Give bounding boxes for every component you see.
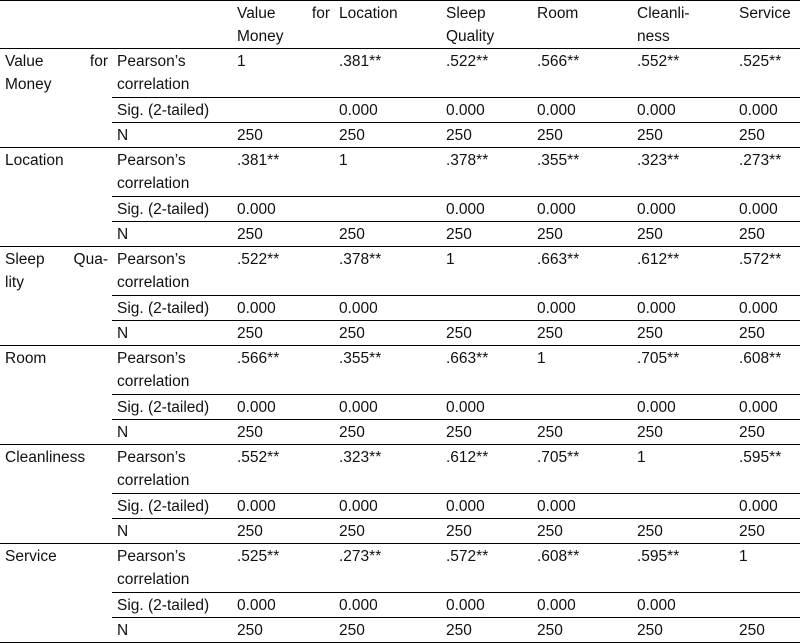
table-row [0, 618, 800, 643]
sig-cell [532, 395, 632, 420]
pearson-cell: .525** [739, 53, 782, 70]
pearson-cell: .566** [537, 53, 580, 70]
pearson-cell: .323** [637, 152, 680, 169]
table-row [0, 49, 800, 98]
pearson-cell: .355** [537, 152, 580, 169]
stat-label-pearson [112, 346, 232, 395]
pearson-cell: .355** [339, 350, 382, 367]
sig-cell: 0.000 [334, 494, 441, 519]
table-row [0, 98, 800, 123]
n-cell: 250 [441, 123, 532, 148]
sig-cell: 0.000 [532, 296, 632, 321]
table-row [0, 519, 800, 544]
sig-cell: 0.000 [532, 98, 632, 123]
n-cell: 250 [734, 123, 800, 148]
sig-cell: 0.000 [441, 395, 532, 420]
sig-cell: 0.000 [232, 395, 334, 420]
header-for-word: for [311, 5, 330, 22]
pearson-cell: 1 [446, 251, 455, 268]
pearson-cell: .525** [237, 548, 280, 565]
sig-cell: 0.000 [334, 593, 441, 618]
stat-label-sig: Sig. (2-tailed) [112, 296, 232, 321]
variable-label [0, 49, 112, 148]
sig-cell: 0.000 [441, 98, 532, 123]
header-sleep-word: Sleep [446, 5, 486, 22]
pearson-cell: .378** [446, 152, 489, 169]
pearson-cell: .378** [339, 251, 382, 268]
table-row [0, 296, 800, 321]
pearson-cell: .663** [446, 350, 489, 367]
table-row [0, 544, 800, 593]
sig-cell: 0.000 [632, 593, 734, 618]
stat-label-pearson [112, 544, 232, 593]
pearson-cell: .522** [446, 53, 489, 70]
header-room: Room [532, 1, 632, 49]
pearson-label-line: Pearson’s [117, 350, 186, 367]
table-row [0, 445, 800, 494]
header-cleanli-word: Cleanli- [637, 5, 690, 22]
n-cell: 250 [532, 123, 632, 148]
pearson-cell: .381** [339, 53, 382, 70]
pearson-label-line: correlation [117, 571, 190, 588]
n-cell: 250 [334, 321, 441, 346]
pearson-cell: 1 [739, 548, 748, 565]
pearson-label-line: correlation [117, 373, 190, 390]
variable-label-word: Sleep [5, 251, 45, 268]
header-quality-word: Quality [446, 28, 495, 45]
n-cell: 250 [532, 321, 632, 346]
pearson-cell: .612** [446, 449, 489, 466]
sig-cell: 0.000 [232, 593, 334, 618]
stat-label-n: N [112, 222, 232, 247]
n-cell: 250 [441, 519, 532, 544]
pearson-cell: .705** [637, 350, 680, 367]
pearson-label-line: correlation [117, 472, 190, 489]
sig-cell: 0.000 [632, 98, 734, 123]
table-row [0, 420, 800, 445]
n-cell: 250 [632, 123, 734, 148]
header-value-for-money [232, 1, 334, 49]
n-cell: 250 [232, 123, 334, 148]
n-cell: 250 [632, 222, 734, 247]
sig-cell: 0.000 [232, 197, 334, 222]
n-cell: 250 [532, 420, 632, 445]
n-cell: 250 [441, 321, 532, 346]
pearson-cell: .608** [537, 548, 580, 565]
n-cell: 250 [334, 123, 441, 148]
pearson-label-line: Pearson’s [117, 449, 186, 466]
variable-label [0, 247, 112, 346]
stat-label-n: N [112, 519, 232, 544]
sig-cell: 0.000 [441, 197, 532, 222]
n-cell: 250 [632, 618, 734, 643]
pearson-cell: .552** [237, 449, 280, 466]
sig-cell: 0.000 [334, 296, 441, 321]
n-cell: 250 [441, 420, 532, 445]
n-cell: 250 [734, 321, 800, 346]
sig-cell [734, 593, 800, 618]
pearson-label-line: Pearson’s [117, 548, 186, 565]
sig-cell: 0.000 [334, 98, 441, 123]
n-cell: 250 [734, 222, 800, 247]
n-cell: 250 [232, 420, 334, 445]
sig-cell: 0.000 [441, 593, 532, 618]
sig-cell: 0.000 [532, 494, 632, 519]
pearson-cell: .572** [739, 251, 782, 268]
variable-label: Cleanliness [0, 445, 112, 544]
table-row [0, 395, 800, 420]
n-cell: 250 [632, 519, 734, 544]
pearson-cell: .273** [739, 152, 782, 169]
pearson-cell: .663** [537, 251, 580, 268]
n-cell: 250 [441, 222, 532, 247]
pearson-cell: .552** [637, 53, 680, 70]
sig-cell: 0.000 [532, 197, 632, 222]
stat-label-n: N [112, 618, 232, 643]
header-sleep-quality [441, 1, 532, 49]
table-row [0, 222, 800, 247]
table-row [0, 247, 800, 296]
n-cell: 250 [441, 618, 532, 643]
stat-label-pearson [112, 247, 232, 296]
header-service: Service [734, 1, 800, 49]
stat-label-pearson [112, 49, 232, 98]
n-cell: 250 [232, 321, 334, 346]
pearson-cell: .566** [237, 350, 280, 367]
n-cell: 250 [734, 519, 800, 544]
sig-cell: 0.000 [532, 593, 632, 618]
variable-label-word: Money [5, 76, 52, 93]
variable-label-word: for [89, 53, 108, 70]
pearson-label-line: Pearson’s [117, 251, 186, 268]
stat-label-sig: Sig. (2-tailed) [112, 98, 232, 123]
sig-cell [334, 197, 441, 222]
n-cell: 250 [734, 618, 800, 643]
sig-cell: 0.000 [334, 395, 441, 420]
stat-label-sig: Sig. (2-tailed) [112, 593, 232, 618]
variable-label: Location [0, 148, 112, 247]
pearson-cell: 1 [237, 53, 246, 70]
stat-label-sig: Sig. (2-tailed) [112, 197, 232, 222]
sig-cell: 0.000 [232, 296, 334, 321]
variable-label-word: Qua- [73, 251, 108, 268]
header-money-word: Money [237, 28, 284, 45]
pearson-label-line: correlation [117, 76, 190, 93]
pearson-cell: .705** [537, 449, 580, 466]
variable-label-word: Value [5, 53, 44, 70]
header-location: Location [334, 1, 441, 49]
n-cell: 250 [334, 222, 441, 247]
stat-label-n: N [112, 420, 232, 445]
n-cell: 250 [632, 321, 734, 346]
pearson-cell: .522** [237, 251, 280, 268]
header-value-word: Value [237, 5, 276, 22]
pearson-cell: .595** [637, 548, 680, 565]
pearson-label-line: Pearson’s [117, 152, 186, 169]
sig-cell [232, 98, 334, 123]
table-row [0, 346, 800, 395]
pearson-cell: .323** [339, 449, 382, 466]
sig-cell: 0.000 [632, 395, 734, 420]
sig-cell: 0.000 [734, 197, 800, 222]
sig-cell [441, 296, 532, 321]
variable-label: Service [0, 544, 112, 643]
header-cleanliness [632, 1, 734, 49]
pearson-cell: 1 [537, 350, 546, 367]
n-cell: 250 [232, 519, 334, 544]
pearson-cell: .608** [739, 350, 782, 367]
n-cell: 250 [232, 618, 334, 643]
pearson-cell: .273** [339, 548, 382, 565]
sig-cell: 0.000 [632, 197, 734, 222]
n-cell: 250 [734, 420, 800, 445]
sig-cell: 0.000 [734, 494, 800, 519]
header-empty-stat [112, 1, 232, 49]
sig-cell: 0.000 [632, 296, 734, 321]
pearson-label-line: correlation [117, 175, 190, 192]
table-row [0, 148, 800, 197]
stat-label-sig: Sig. (2-tailed) [112, 395, 232, 420]
header-row [0, 1, 800, 49]
table-row [0, 123, 800, 148]
stat-label-n: N [112, 321, 232, 346]
stat-label-sig: Sig. (2-tailed) [112, 494, 232, 519]
sig-cell: 0.000 [734, 395, 800, 420]
header-empty-variable [0, 1, 112, 49]
pearson-cell: .572** [446, 548, 489, 565]
pearson-cell: 1 [637, 449, 646, 466]
header-ness-word: ness [637, 28, 670, 45]
sig-cell [632, 494, 734, 519]
table-row [0, 593, 800, 618]
pearson-cell: .612** [637, 251, 680, 268]
n-cell: 250 [532, 222, 632, 247]
sig-cell: 0.000 [232, 494, 334, 519]
n-cell: 250 [532, 519, 632, 544]
n-cell: 250 [334, 519, 441, 544]
n-cell: 250 [632, 420, 734, 445]
pearson-label-line: Pearson’s [117, 53, 186, 70]
sig-cell: 0.000 [441, 494, 532, 519]
pearson-cell: 1 [339, 152, 348, 169]
pearson-cell: .381** [237, 152, 280, 169]
sig-cell: 0.000 [734, 296, 800, 321]
stat-label-n: N [112, 123, 232, 148]
n-cell: 250 [334, 618, 441, 643]
variable-label: Room [0, 346, 112, 445]
sig-cell: 0.000 [734, 98, 800, 123]
n-cell: 250 [532, 618, 632, 643]
stat-label-pearson [112, 445, 232, 494]
n-cell: 250 [334, 420, 441, 445]
n-cell: 250 [232, 222, 334, 247]
stat-label-pearson [112, 148, 232, 197]
table-row [0, 494, 800, 519]
table-row [0, 197, 800, 222]
table-row [0, 321, 800, 346]
pearson-cell: .595** [739, 449, 782, 466]
variable-label-word: lity [5, 274, 24, 291]
table-body [0, 49, 800, 643]
pearson-label-line: correlation [117, 274, 190, 291]
